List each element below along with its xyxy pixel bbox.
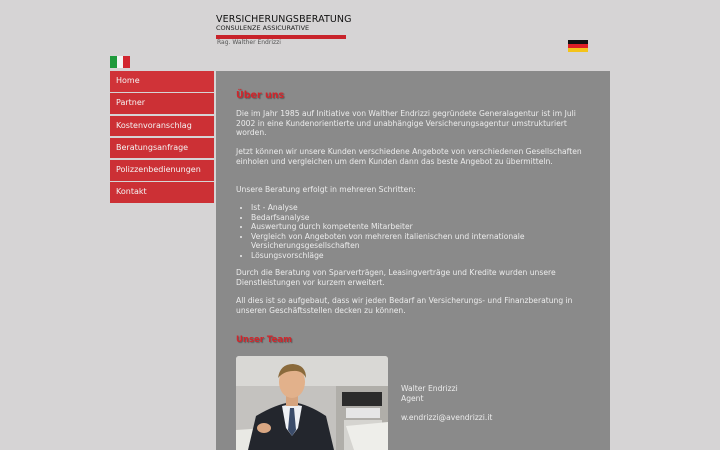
team-member-role: Agent: [401, 393, 424, 403]
logo[interactable]: [216, 14, 352, 39]
owner-name: Rag. Walther Endrizzi: [217, 39, 281, 46]
list-item: • Auswertung durch kompetente Mitarbeiter: [251, 222, 605, 232]
offers-paragraph: Jetzt können wir unsere Kunden verschiedene Angebote von verschiedenen Gesellschaften einholen und vergleichen um dem Kunden dann das beste Angebot zu übermitteln.: [236, 147, 582, 166]
services-paragraph: Durch die Beratung von Sparverträgen, Leasingverträge und Kredite wurden unsere Dienstleistungen vor kurzem erweitert.: [236, 268, 556, 287]
steps-intro: Unsere Beratung erfolgt in mehreren Schritten:: [236, 185, 416, 194]
nav-item-partner[interactable]: Partner: [110, 93, 214, 114]
about-heading: Über uns: [236, 90, 285, 101]
italian-flag-icon[interactable]: [110, 56, 130, 68]
logo-subtitle: CONSULENZE ASSICURATIVE: [216, 24, 310, 32]
main-navigation: [110, 71, 214, 205]
team-contact: [401, 384, 492, 423]
nav-item-kontakt[interactable]: Kontakt: [110, 182, 214, 203]
logo-title: VERSICHERUNGSBERATUNG: [216, 14, 352, 25]
team-member-email[interactable]: w.endrizzi@avendrizzi.it: [401, 413, 493, 423]
team-heading: Unser Team: [236, 335, 292, 345]
list-item: • Vergleich von Angeboten von mehreren italienischen und internationale Versicherungsgesellschaften: [251, 232, 605, 251]
nav-item-home[interactable]: Home: [110, 71, 214, 92]
coverage-paragraph: All dies ist so aufgebaut, dass wir jeden Bedarf an Versicherungs- und Finanzberatung in unseren Geschäftsstellen decken zu können.: [236, 296, 573, 315]
steps-list: [236, 203, 605, 261]
team-member-photo: [236, 356, 388, 450]
intro-paragraph: Die im Jahr 1985 auf Initiative von Walther Endrizzi gegründete Generalagentur ist im Juli 2002 in eine Kundenorientierte und unabhängige Versicherungsagentur umstrukturiert worden.: [236, 109, 576, 138]
team-member-name: Walter Endrizzi: [401, 384, 458, 393]
content-panel: [216, 71, 610, 450]
nav-item-kostenvoranschlag[interactable]: Kostenvoranschlag: [110, 116, 214, 137]
german-flag-icon[interactable]: [568, 40, 588, 52]
list-item: • Ist - Analyse: [251, 203, 605, 213]
list-item: • Lösungsvorschläge: [251, 251, 605, 261]
nav-item-beratungsanfrage[interactable]: Beratungsanfrage: [110, 138, 214, 159]
nav-item-polizzenbedienungen[interactable]: Polizzenbedienungen: [110, 160, 214, 181]
list-item: • Bedarfsanalyse: [251, 213, 605, 223]
